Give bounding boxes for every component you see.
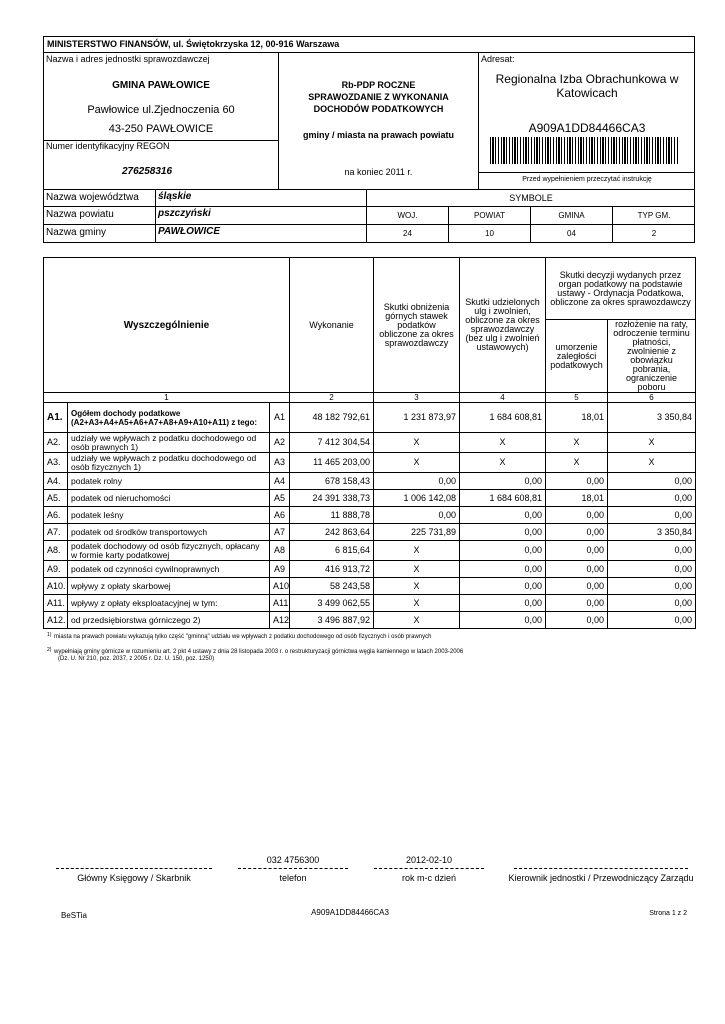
unit-label: Nazwa i adres jednostki sprawozdawczej (46, 54, 210, 64)
barcode (490, 137, 678, 164)
sym-value-gmina: 04 (567, 229, 576, 238)
cell-c3: 225 731,89 (374, 524, 460, 541)
cell-code: A6 (270, 507, 290, 524)
cell-c6: 3 350,84 (608, 524, 696, 541)
unit-city: 43-250 PAWŁOWICE (108, 123, 214, 135)
cell-c2: 24 391 338,73 (290, 490, 374, 507)
cell-c4: 0,00 (460, 541, 546, 561)
cell-c2: 242 863,64 (290, 524, 374, 541)
symbols-label: SYMBOLE (509, 193, 553, 203)
cell-lp: A10. (44, 578, 68, 595)
cell-c6: X (608, 433, 696, 453)
cell-c5: X (546, 433, 608, 453)
cell-c5: 0,00 (546, 524, 608, 541)
col-header-umorzenie: umorzenie zaległości podatkowych (546, 320, 608, 393)
cell-c4: X (460, 433, 546, 453)
table-row (44, 578, 696, 595)
cell-lp: A6. (44, 507, 68, 524)
cell-c6: 3 350,84 (608, 403, 696, 433)
cell-code: A1 (270, 403, 290, 433)
cell-c6: 0,00 (608, 507, 696, 524)
cell-code: A10 (270, 578, 290, 595)
cell-c2: 58 243,58 (290, 578, 374, 595)
col-header-rozlozenie: rozłożenie na raty, odroczenie terminu płatności, zwolnienie z obowiązku pobrania, ograniczenie poboru (608, 320, 696, 393)
cell-c2: 11 888,78 (290, 507, 374, 524)
document-code: A909A1DD84466CA3 (528, 121, 646, 135)
cell-c3: X (374, 595, 460, 612)
cell-lp: A3. (44, 453, 68, 473)
cell-name: Ogółem dochody podatkowe (A2+A3+A4+A5+A6+A7+A8+A9+A10+A11) z tego: (68, 403, 270, 433)
footnote-2: wypełniają gminy górnicze w rozumieniu art. 2 pkt 4 ustawy z dnia 28 listopada 2003 r. o restrukturyzacji górnictwa węgla kamiennego w latach 2003-2006 (54, 649, 464, 655)
table-row (44, 524, 696, 541)
footer-doc-code: A909A1DD84466CA3 (311, 908, 389, 917)
cell-c3: X (374, 433, 460, 453)
gmina-label: Nazwa gminy (46, 227, 107, 238)
footer-page: Strona 1 z 2 (649, 910, 687, 917)
cell-name: podatek rolny (68, 473, 270, 490)
cell-code: A5 (270, 490, 290, 507)
cell-c4: 1 684 608,81 (460, 490, 546, 507)
col-number: 6 (608, 393, 696, 403)
report-period: na koniec 2011 r. (344, 167, 413, 177)
unit-street: Pawłowice ul.Zjednoczenia 60 (87, 104, 235, 116)
cell-name: podatek leśny (68, 507, 270, 524)
col-header-decyzje: Skutki decyzji wydanych przez organ podatkowy na podstawie ustawy - Ordynacja Podatkowa, obliczone za okres sprawozdawczy (546, 258, 696, 320)
cell-code: A8 (270, 541, 290, 561)
cell-c4: 0,00 (460, 578, 546, 595)
cell-lp: A4. (44, 473, 68, 490)
addressee-label: Adresat: (481, 54, 515, 64)
cell-c2: 6 815,64 (290, 541, 374, 561)
addressee-line-2: Katowicach (556, 86, 618, 100)
cell-c4: 0,00 (460, 473, 546, 490)
regon-label: Numer identyfikacyjny REGON (46, 141, 170, 151)
table-row (44, 473, 696, 490)
cell-c3: X (374, 561, 460, 578)
cell-c6: 0,00 (608, 612, 696, 629)
powiat-value: pszczyński (158, 208, 211, 219)
cell-c6: X (608, 453, 696, 473)
cell-c5: 0,00 (546, 595, 608, 612)
unit-name: GMINA PAWŁOWICE (112, 80, 210, 91)
col-header-obnizenia: Skutki obniżenia górnych stawek podatków obliczone za okres sprawozdawczy (374, 258, 460, 393)
sym-value-typ: 2 (651, 229, 657, 238)
col-header-wykonanie: Wykonanie (290, 258, 374, 393)
table-row (44, 595, 696, 612)
cell-c5: 0,00 (546, 507, 608, 524)
table-row (44, 433, 696, 453)
cell-c4: 0,00 (460, 612, 546, 629)
gmina-value: PAWŁOWICE (158, 226, 221, 237)
regon-value: 276258316 (122, 166, 173, 177)
cell-c6: 0,00 (608, 578, 696, 595)
cell-c4: 1 684 608,81 (460, 403, 546, 433)
cell-lp: A7. (44, 524, 68, 541)
cell-c5: 0,00 (546, 612, 608, 629)
cell-c2: 7 412 304,54 (290, 433, 374, 453)
cell-code: A2 (270, 433, 290, 453)
cell-c4: 0,00 (460, 524, 546, 541)
cell-code: A7 (270, 524, 290, 541)
date-value: 2012-02-10 (405, 855, 453, 865)
cell-c4: 0,00 (460, 561, 546, 578)
cell-name: od przedsiębiorstwa górniczego 2) (68, 612, 270, 629)
cell-c5: 0,00 (546, 473, 608, 490)
cell-lp: A8. (44, 541, 68, 561)
cell-name: podatek dochodowy od osób fizycznych, opłacany w formie karty podatkowej (68, 541, 270, 561)
footer-software: BeSTia (61, 911, 87, 920)
table-row (44, 612, 696, 629)
date-label: rok m-c dzień (401, 873, 456, 883)
cell-c3: 1 231 873,97 (374, 403, 460, 433)
report-title-3: DOCHODÓW PODATKOWYCH (313, 104, 444, 114)
cell-c2: 416 913,72 (290, 561, 374, 578)
phone-label: telefon (279, 873, 307, 883)
cell-name: wpływy z opłaty eksploatacyjnej w tym: (68, 595, 270, 612)
cell-name: podatek od środków transportowych (68, 524, 270, 541)
sym-value-woj: 24 (403, 229, 412, 238)
col-header-ulgi: Skutki udzielonych ulg i zwolnień, obliczone za okres sprawozdawczy (bez ulg i zwolnień ustawowych) (460, 258, 546, 393)
cell-code: A9 (270, 561, 290, 578)
head-label: Kierownik jednostki / Przewodniczący Zarządu (508, 873, 694, 883)
cell-code: A4 (270, 473, 290, 490)
col-number: 2 (290, 393, 374, 403)
cell-c6: 0,00 (608, 490, 696, 507)
income-table (43, 257, 696, 629)
col-number: 1 (44, 393, 290, 403)
cell-c3: X (374, 578, 460, 595)
cell-c2: 11 465 203,00 (290, 453, 374, 473)
woj-label: Nazwa województwa (46, 192, 139, 203)
cell-lp: A1. (44, 403, 68, 433)
powiat-label: Nazwa powiatu (46, 209, 114, 220)
table-row (44, 561, 696, 578)
cell-c3: 0,00 (374, 473, 460, 490)
col-number: 4 (460, 393, 546, 403)
cell-c5: 0,00 (546, 541, 608, 561)
cell-c4: 0,00 (460, 595, 546, 612)
table-row (44, 453, 696, 473)
report-title-2: SPRAWOZDANIE Z WYKONANIA (308, 92, 449, 102)
footnote-1: miasta na prawach powiatu wykazują tylko część "gminną" udziału we wpływach z podatku dochodowego od osób fizycznych i osób prawnych (54, 634, 432, 640)
table-row (44, 507, 696, 524)
col-number: 3 (374, 393, 460, 403)
cell-lp: A11. (44, 595, 68, 612)
cell-c4: 0,00 (460, 507, 546, 524)
cell-c5: X (546, 453, 608, 473)
phone-value: 032 4756300 (266, 855, 320, 865)
cell-c2: 3 496 887,92 (290, 612, 374, 629)
footnote-2-source: (Dz. U. Nr 210, poz. 2037, z 2005 r. Dz. U. 150, poz. 1250) (58, 656, 215, 662)
addressee-line-1: Regionalna Izba Obrachunkowa w (495, 72, 679, 86)
cell-lp: A12. (44, 612, 68, 629)
cell-c2: 678 158,43 (290, 473, 374, 490)
cell-c6: 0,00 (608, 473, 696, 490)
ministry-line: MINISTERSTWO FINANSÓW, ul. Świętokrzyska 12, 00-916 Warszawa (47, 39, 340, 49)
col-number: 5 (546, 393, 608, 403)
cell-c5: 0,00 (546, 578, 608, 595)
cell-c3: X (374, 541, 460, 561)
footnote-1-mark: 1) (47, 632, 52, 638)
cell-c2: 3 499 062,55 (290, 595, 374, 612)
cell-name: podatek od czynności cywilnoprawnych (68, 561, 270, 578)
table-row (44, 541, 696, 561)
sym-header-woj: WOJ. (397, 211, 418, 220)
cell-c5: 18,01 (546, 490, 608, 507)
cell-c6: 0,00 (608, 541, 696, 561)
report-title-1: Rb-PDP ROCZNE (341, 80, 416, 90)
cell-c6: 0,00 (608, 595, 696, 612)
cell-lp: A2. (44, 433, 68, 453)
cell-name: wpływy z opłaty skarbowej (68, 578, 270, 595)
cell-name: podatek od nieruchomości (68, 490, 270, 507)
cell-name: udziały we wpływach z podatku dochodowego od osób fizycznych 1) (68, 453, 270, 473)
sym-value-powiat: 10 (485, 229, 494, 238)
cell-c5: 0,00 (546, 561, 608, 578)
cell-c4: X (460, 453, 546, 473)
cell-c3: X (374, 453, 460, 473)
sym-header-gmina: GMINA (558, 211, 585, 220)
table-row (44, 490, 696, 507)
cell-lp: A9. (44, 561, 68, 578)
cell-c3: 0,00 (374, 507, 460, 524)
cell-c5: 18,01 (546, 403, 608, 433)
sym-header-typ: TYP GM. (637, 211, 671, 220)
cell-code: A12 (270, 612, 290, 629)
table-row (44, 403, 696, 433)
cell-name: udziały we wpływach z podatku dochodowego od osób prawnych 1) (68, 433, 270, 453)
cell-lp: A5. (44, 490, 68, 507)
cell-c3: 1 006 142,08 (374, 490, 460, 507)
cell-c3: X (374, 612, 460, 629)
footnote-2-mark: 2) (47, 647, 52, 653)
cell-c6: 0,00 (608, 561, 696, 578)
cell-c2: 48 182 792,61 (290, 403, 374, 433)
accountant-label: Główny Księgowy / Skarbnik (77, 873, 191, 883)
sym-header-powiat: POWIAT (474, 211, 505, 220)
cell-code: A3 (270, 453, 290, 473)
instruction-note: Przed wypełnieniem przeczytać instrukcję (522, 176, 652, 183)
cell-code: A11 (270, 595, 290, 612)
report-subtitle: gminy / miasta na prawach powiatu (302, 130, 455, 140)
col-header-title: Wyszczególnienie (44, 258, 290, 393)
woj-value: śląskie (158, 191, 192, 202)
